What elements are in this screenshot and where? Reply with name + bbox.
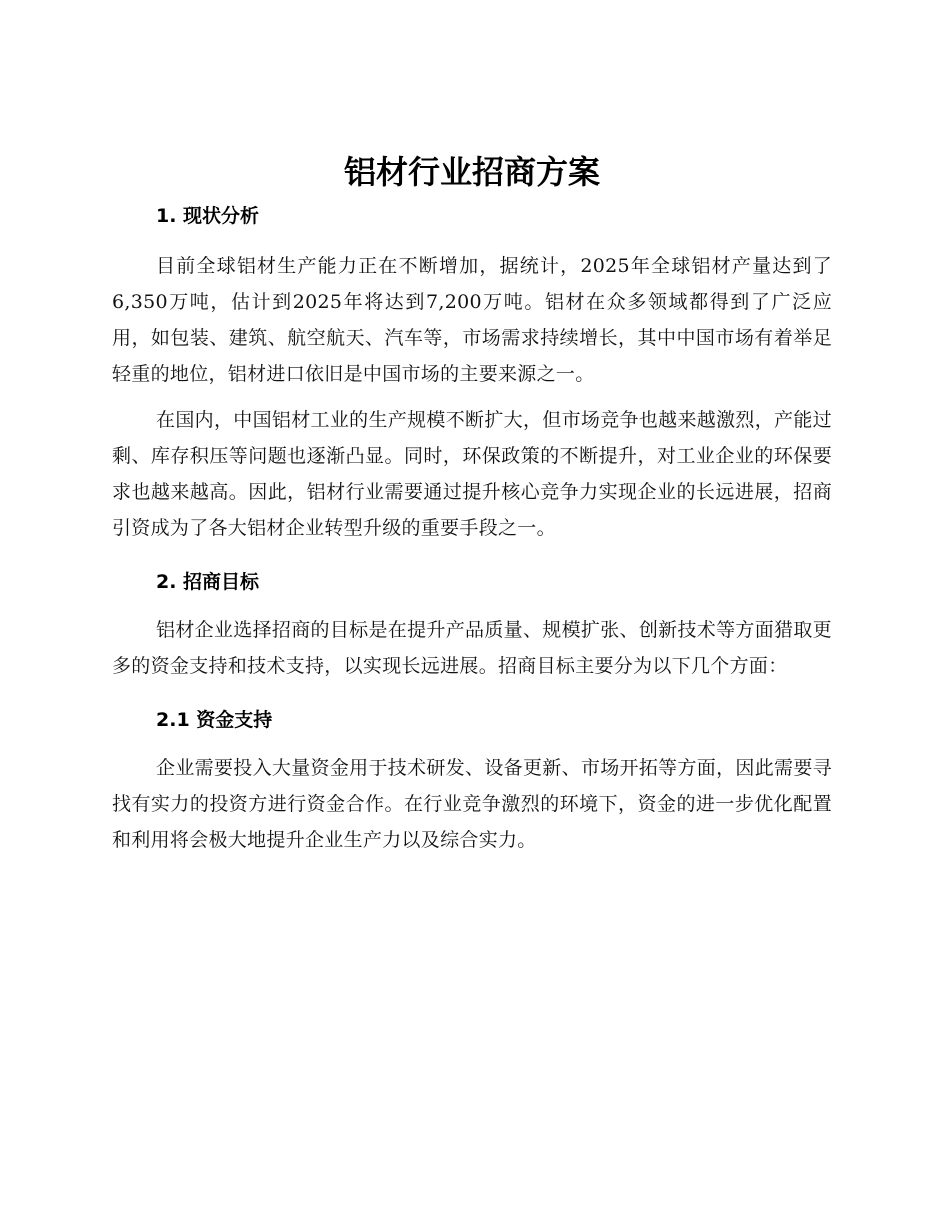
paragraph: 在国内，中国铝材工业的生产规模不断扩大，但市场竞争也越来越激烈，产能过剩、库存积压等问题也逐渐凸显。同时，环保政策的不断提升，对工业企业的环保要求也越来越高。因此，铝材行业需要通过提升核心竞争力实现企业的长远进展，招商引资成为了各大铝材企业转型升级的重要手段之一。 (112, 409, 832, 539)
paragraph: 企业需要投入大量资金用于技术研发、设备更新、市场开拓等方面，因此需要寻找有实力的投资方进行资金合作。在行业竞争激烈的环境下，资金的进一步优化配置和利用将会极大地提升企业生产力以及综合实力。 (112, 757, 832, 851)
document-title: 铝材行业招商方案 (343, 153, 600, 191)
section-heading-status: 1. 现状分析 (156, 205, 260, 227)
subsection-heading-funding: 2.1 资金支持 (156, 709, 273, 731)
paragraph: 铝材企业选择招商的目标是在提升产品质量、规模扩张、创新技术等方面猎取更多的资金支持和技术支持，以实现长远进展。招商目标主要分为以下几个方面： (112, 619, 832, 677)
paragraph: 目前全球铝材生产能力正在不断增加，据统计，2025年全球铝材产量达到了6,350万吨，估计到2025年将达到7,200万吨。铝材在众多领域都得到了广泛应用，如包装、建筑、航空航天、汽车等，市场需求持续增长，其中中国市场有着举足轻重的地位，铝材进口依旧是中国市场的主要来源之一。 (112, 255, 832, 385)
section-heading-goals: 2. 招商目标 (156, 571, 260, 593)
document-page (112, 150, 832, 868)
